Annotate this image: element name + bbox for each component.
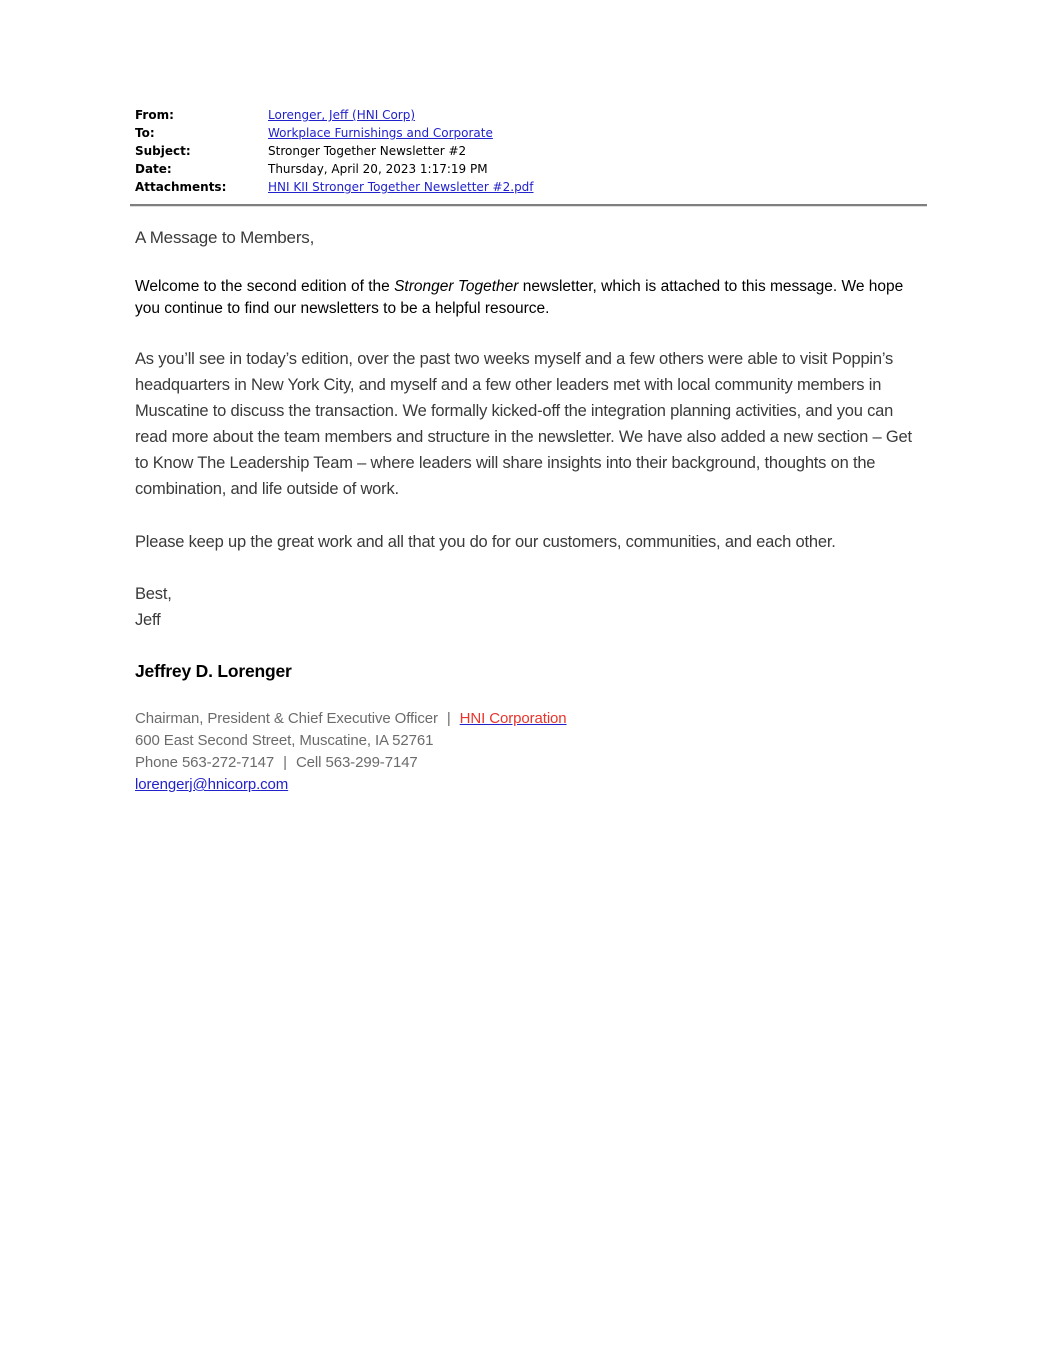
signoff-name: Jeff bbox=[135, 611, 161, 629]
attachment-pdf-link[interactable]: HNI KII Stronger Together Newsletter #2.pdf bbox=[268, 180, 534, 194]
date-value: Thursday, April 20, 2023 1:17:19 PM bbox=[268, 162, 488, 176]
signature-phone-line bbox=[135, 752, 927, 774]
subject-value: Stronger Together Newsletter #2 bbox=[268, 144, 467, 158]
signature-address: 600 East Second Street, Muscatine, IA 52761 bbox=[135, 732, 434, 749]
header-row-to bbox=[135, 124, 927, 142]
welcome-text-before: Welcome to the second edition of the bbox=[135, 278, 395, 295]
email-address-link[interactable]: lorengerj@hnicorp.com bbox=[135, 776, 289, 793]
closing-block bbox=[135, 581, 925, 633]
signature-phone: Phone 563-272-7147 bbox=[135, 754, 275, 771]
email-message bbox=[135, 106, 927, 796]
to-recipient-link[interactable]: Workplace Furnishings and Corporate bbox=[268, 126, 493, 140]
thanks-paragraph: Please keep up the great work and all that you do for our customers, communities, and each other. bbox=[135, 533, 836, 551]
welcome-text-after: newsletter, which is attached to this message. We hope you continue to find our newsletters to be a helpful resource. bbox=[135, 278, 904, 317]
newsletter-title-italic: Stronger Together bbox=[394, 278, 519, 295]
date-label: Date: bbox=[135, 162, 172, 176]
signature-email-line bbox=[135, 774, 927, 796]
header-row-date bbox=[135, 160, 927, 178]
signature-title-line bbox=[135, 708, 927, 730]
from-sender-link[interactable]: Lorenger, Jeff (HNI Corp) bbox=[268, 108, 416, 122]
welcome-paragraph bbox=[135, 276, 913, 319]
signature-full-name: Jeffrey D. Lorenger bbox=[135, 661, 292, 681]
header-row-attachments bbox=[135, 178, 927, 196]
phone-separator: | bbox=[283, 754, 287, 771]
header-row-subject bbox=[135, 142, 927, 160]
attachments-label: Attachments: bbox=[135, 180, 227, 194]
update-paragraph: As you’ll see in today’s edition, over the past two weeks myself and a few others were able to visit Poppin’s headquarters in New York City, and myself and a few other leaders met with local community members in Muscatine to discuss the transaction. We formally kicked-off the integration planning activities, and you can read more about the team members and structure in the newsletter. We have also added a new section – Get to Know The Leadership Team – where leaders will share insights into their background, thoughts on the combination, and life outside of work. bbox=[135, 350, 912, 498]
header-divider bbox=[130, 204, 927, 207]
to-label: To: bbox=[135, 126, 155, 140]
email-header bbox=[135, 106, 927, 196]
subject-label: Subject: bbox=[135, 144, 191, 158]
company-link[interactable]: HNI Corporation bbox=[459, 710, 567, 727]
title-separator: | bbox=[446, 710, 451, 727]
signature-cell: Cell 563-299-7147 bbox=[295, 754, 418, 771]
from-label: From: bbox=[135, 108, 174, 122]
header-row-from bbox=[135, 106, 927, 124]
signature-title: Chairman, President & Chief Executive Officer bbox=[135, 710, 438, 727]
signature-block bbox=[135, 708, 927, 796]
salutation: A Message to Members, bbox=[135, 228, 315, 247]
closing: Best, bbox=[135, 585, 172, 603]
